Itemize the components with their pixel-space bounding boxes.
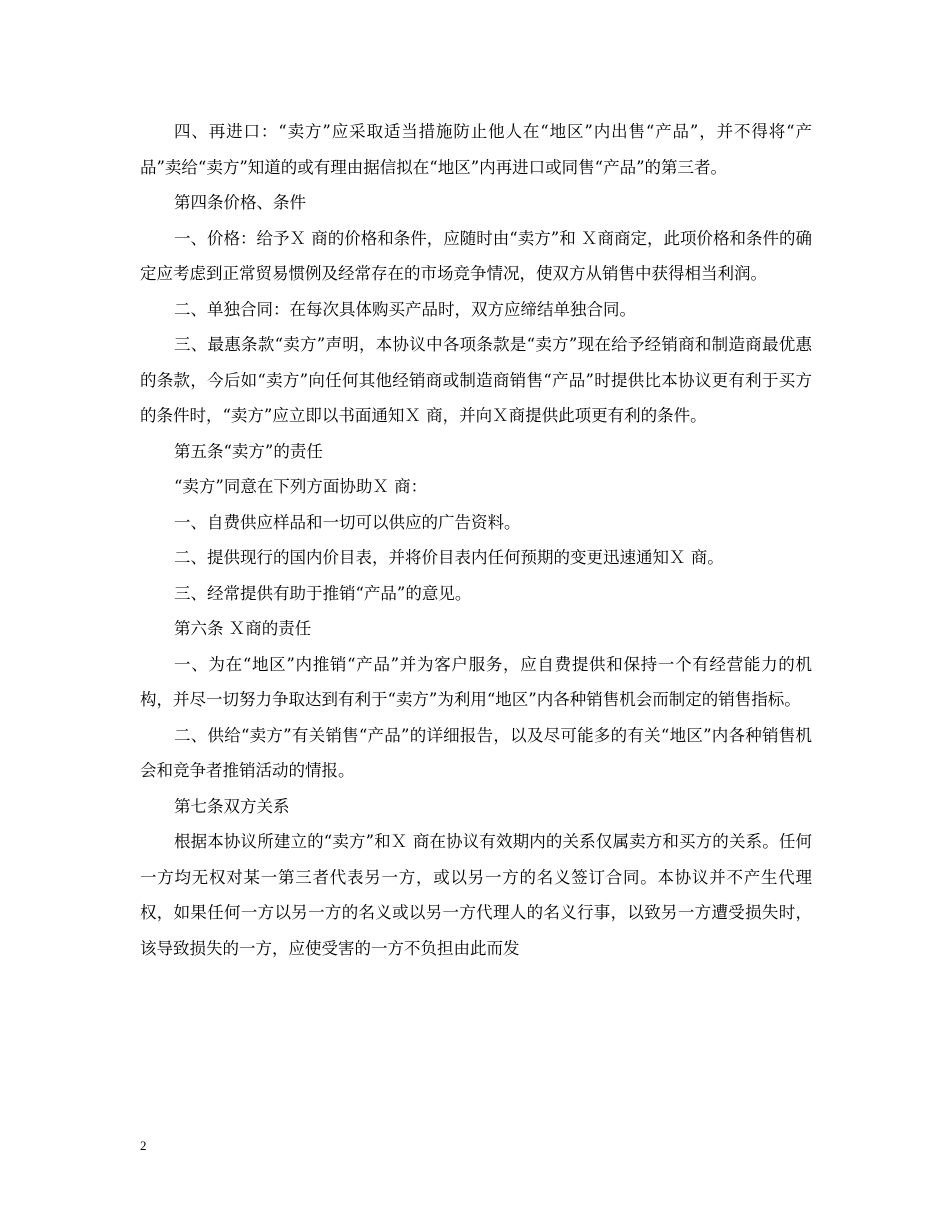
paragraph: 二、单独合同：在每次具体购买产品时，双方应缔结单独合同。: [174, 299, 636, 319]
paragraph: 第七条双方关系: [174, 796, 290, 816]
document-body: [140, 114, 812, 966]
paragraph: 三、最惠条款“卖方”声明，本协议中各项条款是“卖方”现在给予经销商和制造商最优惠的条款，今后如“卖方”向任何其他经销商或制造商销售“产品”时提供比本协议更有利于买方的条件时，“卖方”应立即以书面通知Ｘ 商，并向Ｘ商提供此项更有利的条件。: [140, 335, 812, 425]
paragraph: 根据本协议所建立的“卖方”和Ｘ 商在协议有效期内的关系仅属卖方和买方的关系。任何一方均无权对某一第三者代表另一方，或以另一方的名义签订合同。本协议并不产生代理权，如果任何一方以另一方的名义或以另一方代理人的名义行事，以致另一方遭受损失时，该导致损失的一方，应使受害的一方不负担由此而发: [140, 832, 812, 958]
paragraph: 第六条 Ｘ商的责任: [174, 619, 312, 638]
paragraph: “卖方”同意在下列方面协助Ｘ 商：: [174, 477, 428, 496]
paragraph: 一、为在“地区”内推销“产品”并为客户服务，应自费提供和保持一个有经营能力的机构，并尽一切努力争取达到有利于“卖方”为利用“地区”内各种销售机会而制定的销售指标。: [140, 654, 812, 709]
paragraph: 第五条“卖方”的责任: [174, 441, 323, 461]
page-number: 2: [140, 1138, 147, 1153]
paragraph: 第四条价格、条件: [174, 193, 306, 212]
paragraph: 一、价格：给予Ｘ 商的价格和条件，应随时由“卖方”和 Ｘ商商定，此项价格和条件的确定应考虑到正常贸易惯例及经常存在的市场竞争情况，使双方从销售中获得相当利润。: [140, 228, 812, 283]
paragraph: 二、供给“卖方”有关销售“产品”的详细报告，以及尽可能多的有关“地区”内各种销售机会和竞争者推销活动的情报。: [140, 725, 812, 780]
paragraph: 一、自费供应样品和一切可以供应的广告资料。: [174, 512, 521, 532]
paragraph: 四、再进口：“卖方”应采取适当措施防止他人在“地区”内出售“产品”，并不得将“产品”卖给“卖方”知道的或有理由据信拟在“地区”内再进口或同售“产品”的第三者。: [140, 122, 812, 177]
paragraph: 二、提供现行的国内价目表，并将价目表内任何预期的变更迅速通知Ｘ 商。: [174, 548, 724, 567]
paragraph: 三、经常提供有助于推销“产品”的意见。: [174, 583, 472, 603]
